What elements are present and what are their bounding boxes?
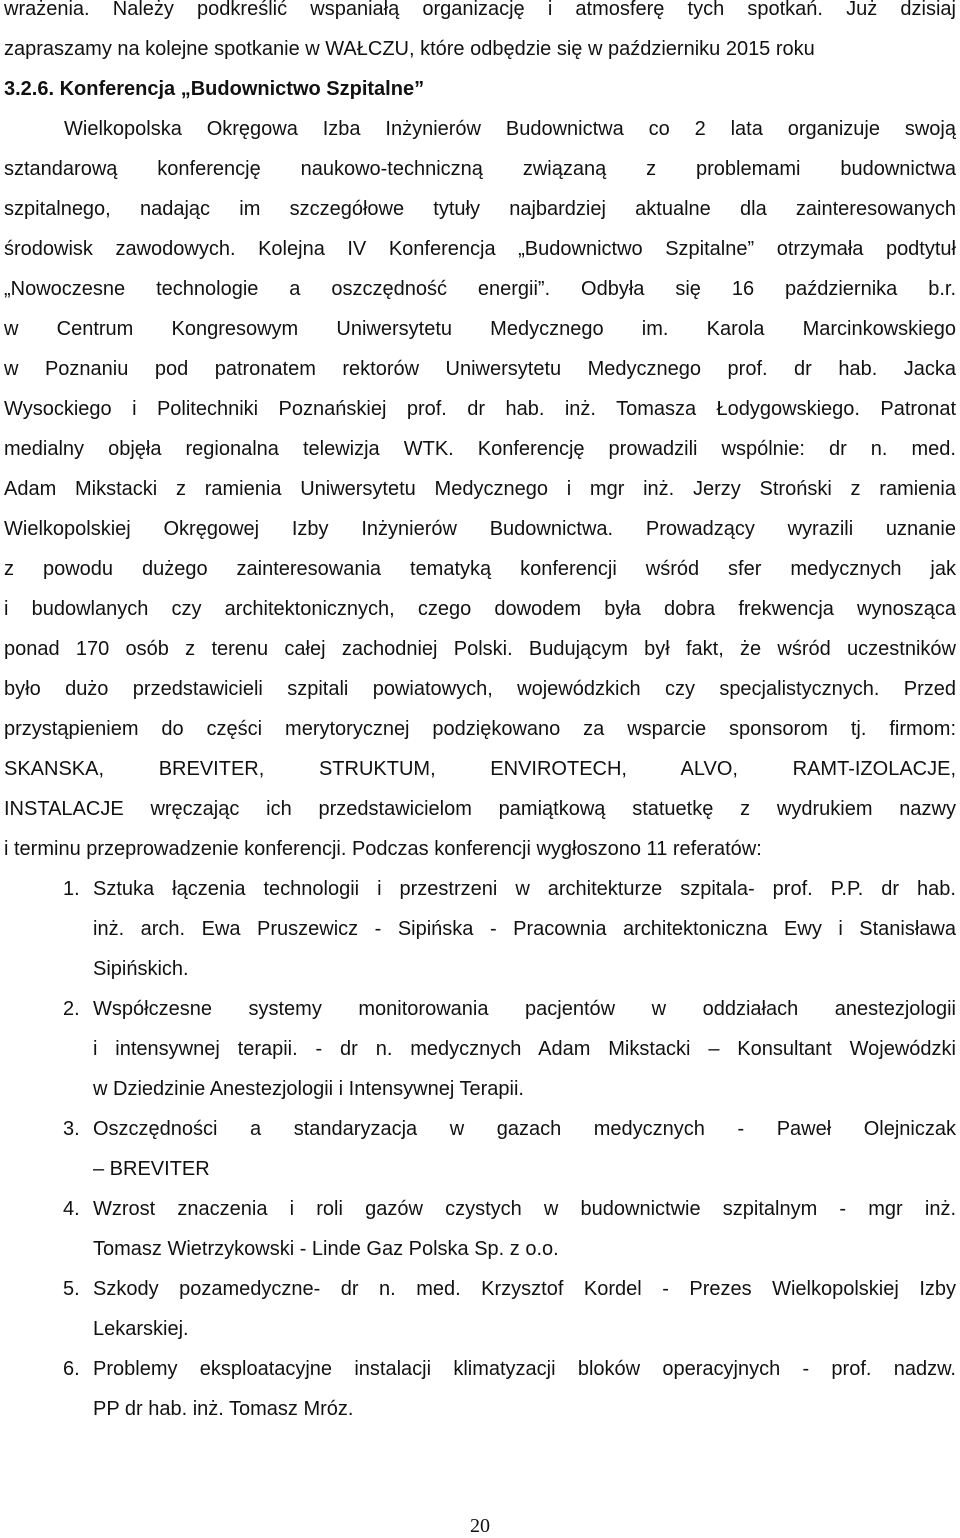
list-number: 5. xyxy=(63,1278,80,1300)
page-number: 20 xyxy=(470,1515,490,1537)
paragraph-line: Wysockiego i Politechniki Poznańskiej prof. dr hab. inż. Tomasza Łodygowskiego. Patronat xyxy=(4,398,956,420)
list-item-line: i intensywnej terapii. - dr n. medycznych Adam Mikstacki – Konsultant Wojewódzki xyxy=(93,1038,956,1060)
list-item-line: PP dr hab. inż. Tomasz Mróz. xyxy=(93,1398,354,1420)
paragraph-line: „Nowoczesne technologie a oszczędność energii”. Odbyła się 16 października b.r. xyxy=(4,278,956,300)
paragraph-line: sztandarową konferencję naukowo-techniczną związaną z problemami budownictwa xyxy=(4,158,956,180)
list-item-line: Lekarskiej. xyxy=(93,1318,189,1340)
list-item-line: Tomasz Wietrzykowski - Linde Gaz Polska Sp. z o.o. xyxy=(93,1238,559,1260)
list-item-line: Sipińskich. xyxy=(93,958,189,980)
paragraph-line: medialny objęła regionalna telewizja WTK. Konferencję prowadzili wspólnie: dr n. med. xyxy=(4,438,956,460)
list-item-line: Wzrost znaczenia i roli gazów czystych w budownictwie szpitalnym - mgr inż. xyxy=(93,1198,956,1220)
list-item-line: – BREVITER xyxy=(93,1158,210,1180)
paragraph-line: SKANSKA, BREVITER, STRUKTUM, ENVIROTECH, ALVO, RAMT-IZOLACJE, xyxy=(4,758,956,780)
paragraph-line: ponad 170 osób z terenu całej zachodniej Polski. Budującym był fakt, że wśród uczestników xyxy=(4,638,956,660)
section-heading: 3.2.6. Konferencja „Budownictwo Szpitalne” xyxy=(4,78,425,100)
list-item-line: Sztuka łączenia technologii i przestrzeni w architekturze szpitala- prof. P.P. dr hab. xyxy=(93,878,956,900)
paragraph-line: środowisk zawodowych. Kolejna IV Konferencja „Budownictwo Szpitalne” otrzymała podtytuł xyxy=(4,238,956,260)
paragraph-line: przystąpieniem do części merytorycznej podziękowano za wsparcie sponsorom tj. firmom: xyxy=(4,718,956,740)
paragraph-line: Wielkopolska Okręgowa Izba Inżynierów Budownictwa co 2 lata organizuje swoją xyxy=(64,118,956,140)
list-number: 3. xyxy=(63,1118,80,1140)
list-number: 4. xyxy=(63,1198,80,1220)
list-item-line: Oszczędności a standaryzacja w gazach medycznych - Paweł Olejniczak xyxy=(93,1118,956,1140)
paragraph-line: i terminu przeprowadzenie konferencji. Podczas konferencji wygłoszono 11 referatów: xyxy=(4,838,762,860)
intro-line-1: wrażenia. Należy podkreślić wspaniałą organizację i atmosferę tych spotkań. Już dzisiaj xyxy=(4,0,956,20)
paragraph-line: Adam Mikstacki z ramienia Uniwersytetu Medycznego i mgr inż. Jerzy Stroński z ramienia xyxy=(4,478,956,500)
paragraph-line: w Poznaniu pod patronatem rektorów Uniwersytetu Medycznego prof. dr hab. Jacka xyxy=(4,358,956,380)
paragraph-line: z powodu dużego zainteresowania tematyką konferencji wśród sfer medycznych jak xyxy=(4,558,956,580)
paragraph-line: było dużo przedstawicieli szpitali powiatowych, wojewódzkich czy specjalistycznych. Przed xyxy=(4,678,956,700)
list-number: 6. xyxy=(63,1358,80,1380)
list-item-line: inż. arch. Ewa Pruszewicz - Sipińska - Pracownia architektoniczna Ewy i Stanisława xyxy=(93,918,956,940)
list-item-line: Szkody pozamedyczne- dr n. med. Krzysztof Kordel - Prezes Wielkopolskiej Izby xyxy=(93,1278,956,1300)
paragraph-line: Wielkopolskiej Okręgowej Izby Inżynierów Budownictwa. Prowadzący wyrazili uznanie xyxy=(4,518,956,540)
intro-line-2: zapraszamy na kolejne spotkanie w WAŁCZU, które odbędzie się w październiku 2015 roku xyxy=(4,38,815,60)
list-number: 1. xyxy=(63,878,80,900)
list-item-line: Współczesne systemy monitorowania pacjentów w oddziałach anestezjologii xyxy=(93,998,956,1020)
list-item-line: Problemy eksploatacyjne instalacji klimatyzacji bloków operacyjnych - prof. nadzw. xyxy=(93,1358,956,1380)
list-item-line: w Dziedzinie Anestezjologii i Intensywnej Terapii. xyxy=(93,1078,524,1100)
document-page xyxy=(4,0,956,1537)
paragraph-line: i budowlanych czy architektonicznych, czego dowodem była dobra frekwencja wynosząca xyxy=(4,598,956,620)
paragraph-line: INSTALACJE wręczając ich przedstawicielom pamiątkową statuetkę z wydrukiem nazwy xyxy=(4,798,956,820)
list-number: 2. xyxy=(63,998,80,1020)
paragraph-line: szpitalnego, nadając im szczegółowe tytuły najbardziej aktualne dla zainteresowanych xyxy=(4,198,956,220)
paragraph-line: w Centrum Kongresowym Uniwersytetu Medycznego im. Karola Marcinkowskiego xyxy=(4,318,956,340)
